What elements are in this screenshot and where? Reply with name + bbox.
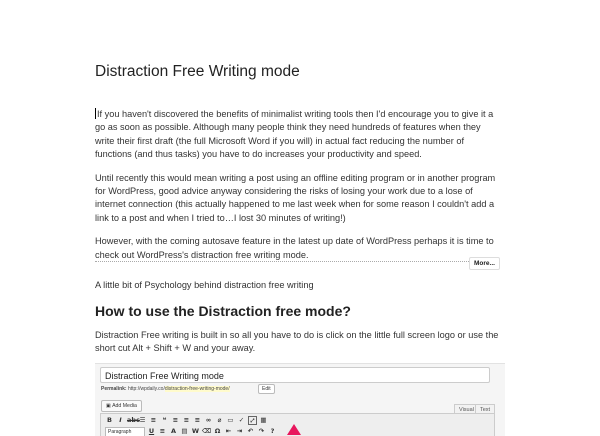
permalink-base: http://wpdaily.co/ bbox=[127, 386, 165, 392]
post-title: Distraction Free Writing mode bbox=[95, 63, 300, 80]
paragraph-2: Until recently this would mean writing a post using an offline editing program or in another program for WordPress, good advice anyway considering the risks of losing your work due to a lose of internet connection (this actually happened to me last week when for some reason I couldn't add a link to a post and when I tried to…I lost 30 minutes of writing!) bbox=[95, 172, 496, 223]
unlink-icon[interactable]: ⌀ bbox=[217, 416, 222, 424]
bullet-list-icon[interactable]: ☰ bbox=[139, 416, 146, 424]
align-center-icon[interactable]: ≡ bbox=[183, 416, 190, 424]
tab-text[interactable]: Text bbox=[475, 404, 495, 415]
spellcheck-icon[interactable]: ✓ bbox=[238, 416, 245, 424]
undo-icon[interactable]: ↶ bbox=[247, 427, 254, 435]
text-color-icon[interactable]: A bbox=[170, 427, 177, 435]
indent-icon[interactable]: ⇥ bbox=[236, 427, 243, 435]
align-right-icon[interactable]: ≡ bbox=[194, 416, 201, 424]
fullscreen-icon[interactable]: ⤢ bbox=[248, 416, 257, 425]
paragraph-3: However, with the coming autosave feature in the latest up date of WordPress perhaps it is time to check out WordPress's distraction free writing mode. bbox=[95, 236, 494, 260]
redo-icon[interactable]: ↷ bbox=[258, 427, 265, 435]
more-tag-icon[interactable]: ▭ bbox=[227, 416, 234, 424]
tab-visual[interactable]: Visual bbox=[454, 404, 479, 415]
kitchen-sink-icon[interactable]: ▦ bbox=[260, 416, 267, 424]
editor-title-field[interactable]: Distraction Free Writing mode bbox=[100, 367, 490, 383]
section-heading: How to use the Distraction free mode? bbox=[95, 303, 351, 319]
numbered-list-icon[interactable]: ≡ bbox=[150, 416, 157, 424]
psychology-line: A little bit of Psychology behind distraction free writing bbox=[95, 280, 314, 290]
outdent-icon[interactable]: ⇤ bbox=[225, 427, 232, 435]
paste-word-icon[interactable]: W bbox=[191, 427, 200, 435]
justify-icon[interactable]: ≡ bbox=[159, 427, 166, 435]
more-tag[interactable]: More... bbox=[469, 257, 500, 270]
pointer-arrow-icon bbox=[287, 424, 301, 435]
how-to-paragraph: Distraction Free writing is built in so all you have to do is click on the little full screen logo or use the short cut Alt + Shift + W and your away. bbox=[95, 330, 499, 354]
media-icon: ▣ bbox=[106, 403, 113, 409]
link-icon[interactable]: ∞ bbox=[205, 416, 212, 424]
format-select[interactable]: Paragraph bbox=[105, 427, 145, 436]
bold-icon[interactable]: B bbox=[107, 416, 112, 424]
permalink-edit-button[interactable]: Edit bbox=[258, 384, 275, 394]
permalink-slug[interactable]: distraction-free-writing-mode/ bbox=[164, 386, 230, 392]
add-media-button[interactable]: ▣ Add Media bbox=[101, 400, 142, 412]
special-char-icon[interactable]: Ω bbox=[214, 427, 221, 435]
blockquote-icon[interactable]: ❝ bbox=[162, 416, 167, 424]
strikethrough-icon[interactable]: abc bbox=[127, 416, 140, 424]
permalink-label: Permalink: bbox=[101, 386, 127, 392]
align-left-icon[interactable]: ≡ bbox=[172, 416, 179, 424]
clear-format-icon[interactable]: ⌫ bbox=[202, 427, 212, 435]
post-body[interactable] bbox=[95, 108, 500, 272]
italic-icon[interactable]: I bbox=[119, 416, 122, 424]
underline-icon[interactable]: U bbox=[148, 427, 155, 435]
paragraph-1: If you haven't discovered the benefits of minimalist writing tools then I'd encourage you to give it a go as soon as possible. Although many people think they need hundreds of features when they write their first draft (the full Microsoft Word if you will) in actual fact reducing the number of functions (and thus tasks) you have to do increases your productivity and speed. bbox=[95, 109, 494, 160]
more-divider bbox=[95, 261, 495, 262]
help-icon[interactable]: ? bbox=[270, 427, 275, 435]
text-cursor bbox=[95, 108, 96, 119]
paste-text-icon[interactable]: ▤ bbox=[181, 427, 188, 435]
permalink bbox=[101, 386, 230, 392]
